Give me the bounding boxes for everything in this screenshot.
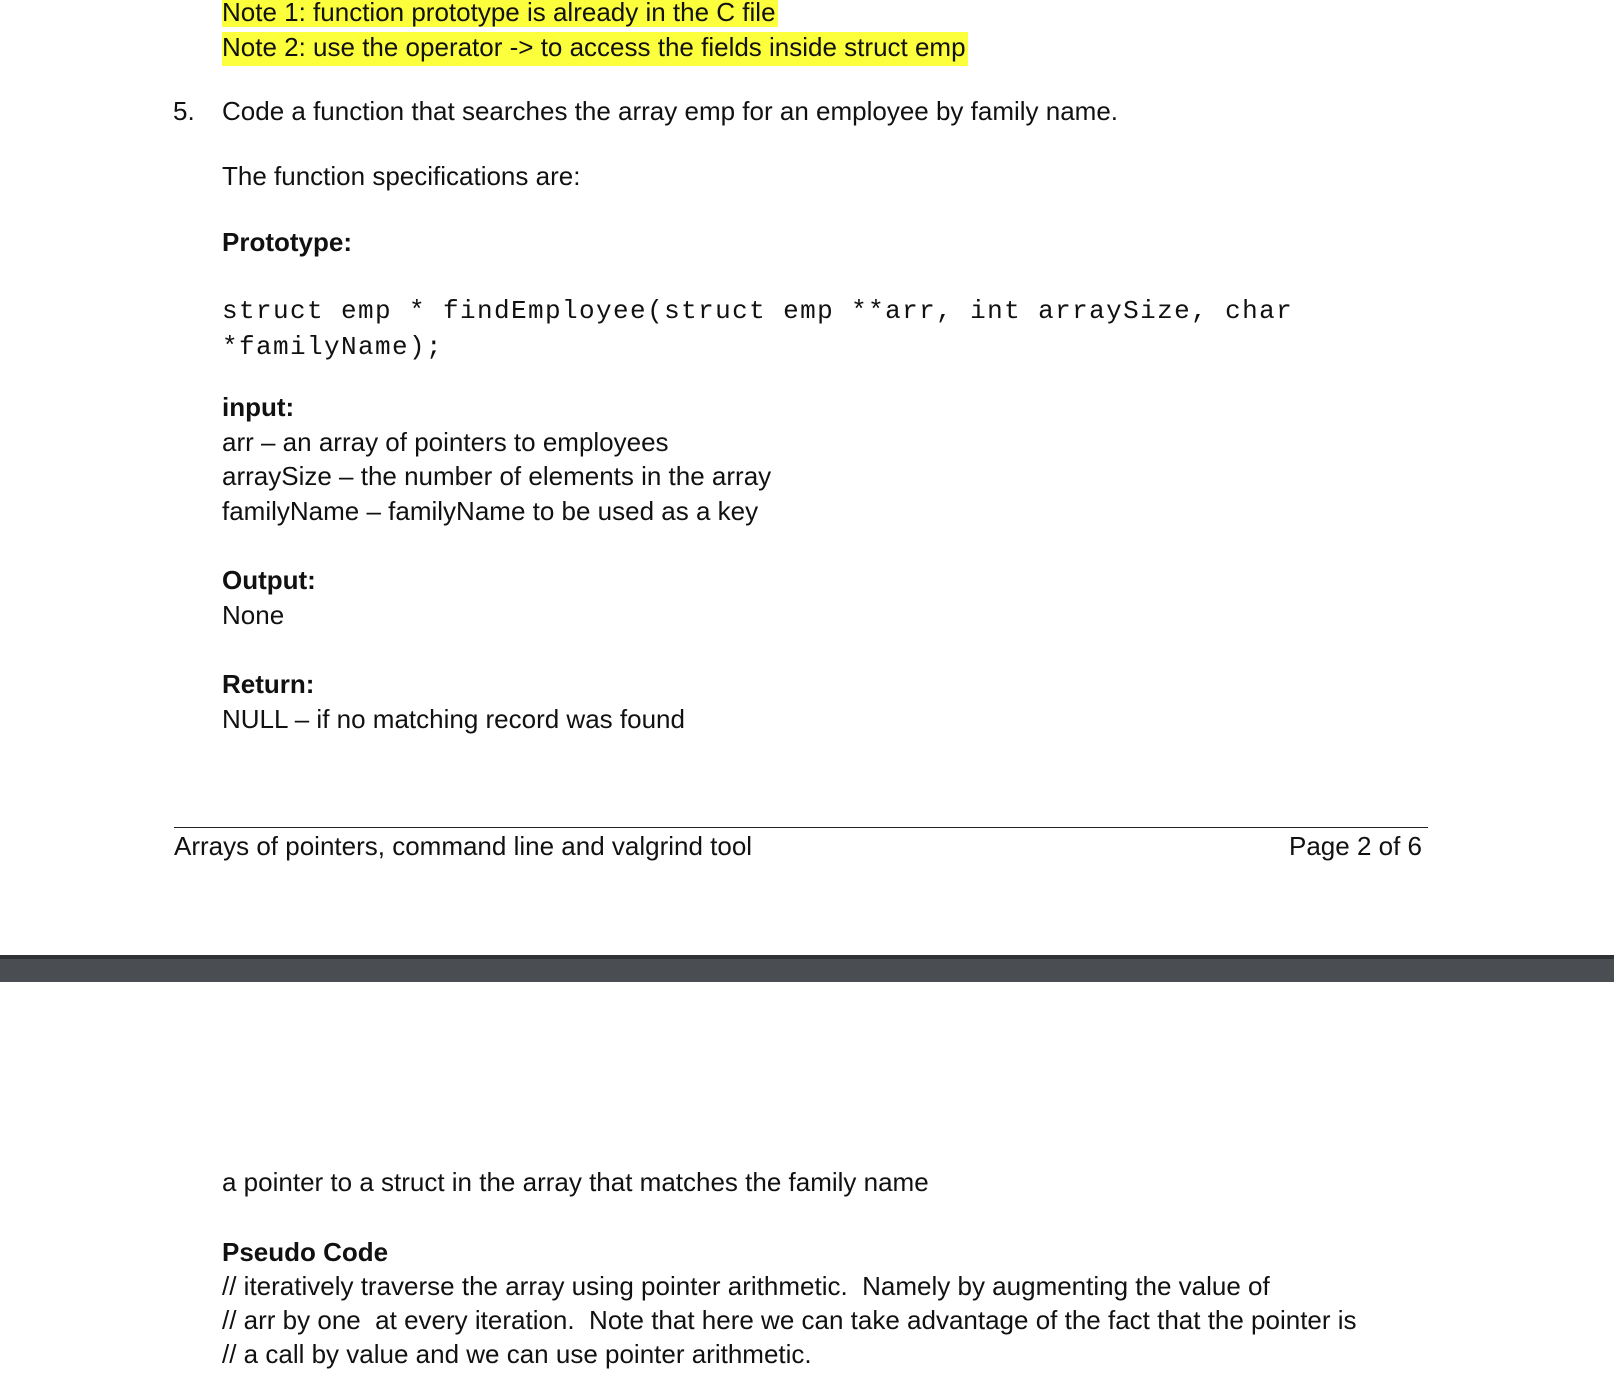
pseudo-code-line-2: // arr by one at every iteration. Note that here we can take advantage of the fact that the pointer is	[222, 1305, 1357, 1335]
note-2	[222, 30, 968, 64]
pseudo-code-line-3: // a call by value and we can use pointer arithmetic.	[222, 1339, 812, 1369]
return-text: NULL – if no matching record was found	[222, 704, 685, 734]
note-1-highlight: Note 1: function prototype is already in the C file	[222, 0, 778, 27]
pseudo-code-heading: Pseudo Code	[222, 1237, 389, 1267]
output-heading: Output:	[222, 565, 316, 595]
footer-page-number: Page 2 of 6	[1289, 831, 1422, 861]
note-2-highlight: Note 2: use the operator -> to access the fields inside struct emp	[222, 32, 968, 66]
input-heading: input:	[222, 392, 295, 422]
document-page-3	[0, 982, 1614, 1373]
footer-title: Arrays of pointers, command line and valgrind tool	[174, 831, 753, 861]
input-item-arraysize: arraySize – the number of elements in the array	[222, 461, 772, 491]
note-1	[222, 0, 778, 29]
spec-intro: The function specifications are:	[222, 161, 581, 191]
pseudo-code-line-1: // iteratively traverse the array using pointer arithmetic. Namely by augmenting the value of	[222, 1271, 1270, 1301]
page-separator	[0, 955, 1614, 982]
list-item-number: 5.	[173, 96, 195, 126]
input-item-familyname: familyName – familyName to be used as a key	[222, 496, 759, 526]
return-continued-text: a pointer to a struct in the array that matches the family name	[222, 1167, 929, 1197]
prototype-heading: Prototype:	[222, 227, 352, 257]
return-heading: Return:	[222, 669, 315, 699]
list-item-text: Code a function that searches the array emp for an employee by family name.	[222, 96, 1119, 126]
prototype-code-line-2: *familyName);	[222, 332, 444, 362]
output-text: None	[222, 600, 285, 630]
page-separator-edge	[0, 955, 1614, 959]
footer-divider	[174, 827, 1428, 828]
prototype-code-line-1: struct emp * findEmployee(struct emp **arr, int arraySize, char	[222, 296, 1294, 326]
input-item-arr: arr – an array of pointers to employees	[222, 427, 669, 457]
